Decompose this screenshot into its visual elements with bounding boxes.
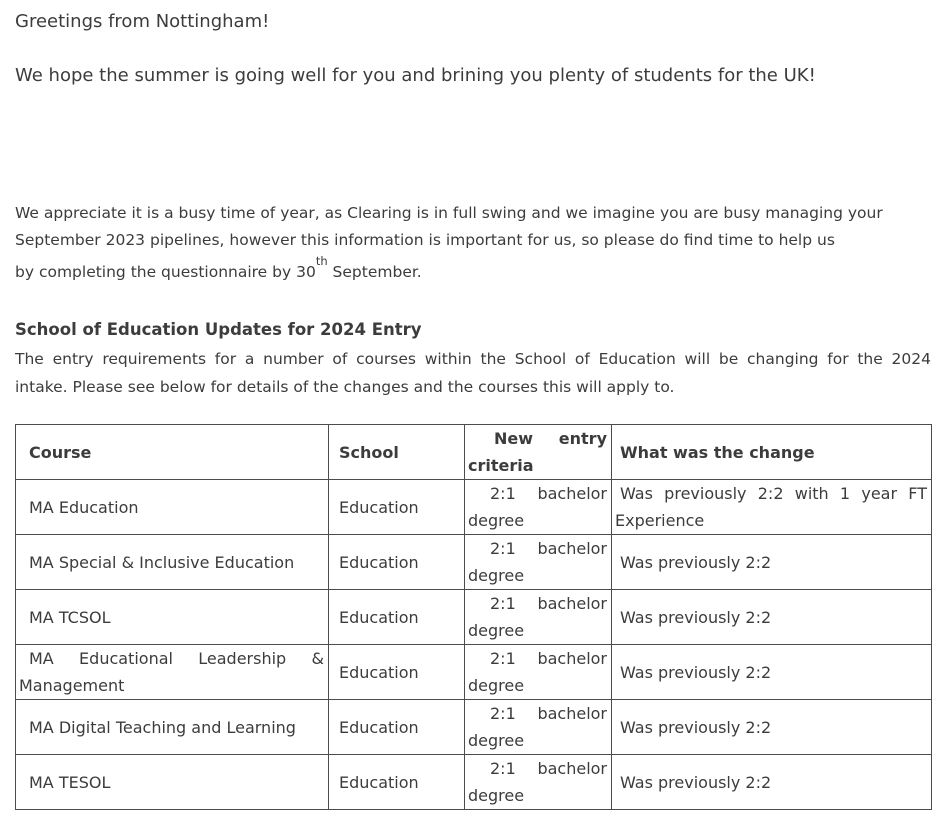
cell-school bbox=[329, 590, 465, 645]
cell-what-was-the-change bbox=[612, 755, 932, 810]
cell-line: Was previously 2:2 bbox=[620, 607, 772, 627]
cell-new-entry-criteria bbox=[465, 700, 612, 755]
cell-line: MA TCSOL bbox=[29, 607, 111, 627]
deadline-suffix: September. bbox=[327, 263, 422, 282]
cell-line: Was previously 2:2 bbox=[620, 662, 772, 682]
header-label-line: New entry bbox=[494, 429, 607, 449]
cell-course bbox=[16, 590, 329, 645]
paragraph-line: The entry requirements for a number of courses within the School of Education will be changing for the 2024 bbox=[15, 350, 931, 369]
deadline-prefix: by completing the questionnaire by 30 bbox=[15, 263, 316, 282]
cell-school bbox=[329, 535, 465, 590]
cell-line: 2:1 bachelor bbox=[490, 759, 607, 779]
cell-line: Was previously 2:2 bbox=[620, 552, 772, 572]
deadline-line bbox=[15, 254, 931, 286]
table-row bbox=[16, 700, 932, 755]
cell-school bbox=[329, 645, 465, 700]
table-row bbox=[16, 590, 932, 645]
greeting-line: Greetings from Nottingham! bbox=[15, 11, 270, 32]
cell-line: Education bbox=[339, 662, 419, 682]
cell-line: MA TESOL bbox=[29, 772, 111, 792]
cell-what-was-the-change bbox=[612, 535, 932, 590]
cell-new-entry-criteria bbox=[465, 535, 612, 590]
cell-line: 2:1 bachelor bbox=[490, 484, 607, 504]
cell-line: 2:1 bachelor bbox=[490, 594, 607, 614]
paragraph-line: September 2023 pipelines, however this information is important for us, so please do find time to help us bbox=[15, 231, 835, 249]
header-what-was-the-change bbox=[612, 425, 932, 480]
cell-new-entry-criteria bbox=[465, 755, 612, 810]
header-label: Course bbox=[29, 442, 92, 462]
cell-line: Was previously 2:2 bbox=[620, 772, 772, 792]
cell-line: MA Educational Leadership & bbox=[29, 649, 324, 669]
table-body bbox=[16, 480, 932, 810]
cell-line: 2:1 bachelor bbox=[490, 649, 607, 669]
cell-school bbox=[329, 480, 465, 535]
cell-new-entry-criteria bbox=[465, 480, 612, 535]
cell-line: Experience bbox=[615, 511, 705, 531]
cell-course bbox=[16, 755, 329, 810]
cell-what-was-the-change bbox=[612, 700, 932, 755]
cell-line: Was previously 2:2 with 1 year FT bbox=[620, 484, 927, 504]
cell-line: Education bbox=[339, 607, 419, 627]
table-header bbox=[16, 425, 932, 480]
summer-line: We hope the summer is going well for you and brining you plenty of students for the UK! bbox=[15, 65, 816, 86]
cell-course bbox=[16, 480, 329, 535]
header-label-line: criteria bbox=[468, 456, 534, 476]
cell-course bbox=[16, 700, 329, 755]
table-header-row bbox=[16, 425, 932, 480]
cell-line: MA Digital Teaching and Learning bbox=[29, 717, 296, 737]
section-heading: School of Education Updates for 2024 Entry bbox=[15, 320, 422, 340]
cell-line: Education bbox=[339, 772, 419, 792]
cell-what-was-the-change bbox=[612, 645, 932, 700]
busy-paragraph bbox=[15, 200, 931, 286]
section-description bbox=[15, 345, 931, 401]
table-row bbox=[16, 480, 932, 535]
cell-new-entry-criteria bbox=[465, 590, 612, 645]
cell-line: MA Education bbox=[29, 497, 139, 517]
cell-line: Education bbox=[339, 552, 419, 572]
cell-line: 2:1 bachelor bbox=[490, 704, 607, 724]
cell-line: 2:1 bachelor bbox=[490, 539, 607, 559]
paragraph-line: intake. Please see below for details of the changes and the courses this will apply to. bbox=[15, 378, 675, 397]
cell-what-was-the-change bbox=[612, 480, 932, 535]
table-row bbox=[16, 755, 932, 810]
cell-school bbox=[329, 700, 465, 755]
cell-line: degree bbox=[468, 621, 525, 641]
header-label: What was the change bbox=[620, 442, 815, 462]
cell-what-was-the-change bbox=[612, 590, 932, 645]
table-row bbox=[16, 645, 932, 700]
header-label: School bbox=[339, 442, 399, 462]
cell-line: degree bbox=[468, 786, 525, 806]
cell-line: Education bbox=[339, 497, 419, 517]
header-course bbox=[16, 425, 329, 480]
header-school bbox=[329, 425, 465, 480]
ordinal-superscript: th bbox=[315, 254, 328, 268]
cell-course bbox=[16, 535, 329, 590]
paragraph-line: We appreciate it is a busy time of year, as Clearing is in full swing and we imagine you are busy managing your bbox=[15, 204, 883, 222]
cell-line: Management bbox=[19, 676, 125, 696]
header-new-entry-criteria bbox=[465, 425, 612, 480]
cell-line: degree bbox=[468, 731, 525, 751]
cell-line: degree bbox=[468, 676, 525, 696]
cell-school bbox=[329, 755, 465, 810]
cell-course bbox=[16, 645, 329, 700]
table-row bbox=[16, 535, 932, 590]
cell-new-entry-criteria bbox=[465, 645, 612, 700]
cell-line: Education bbox=[339, 717, 419, 737]
cell-line: Was previously 2:2 bbox=[620, 717, 772, 737]
cell-line: degree bbox=[468, 566, 525, 586]
cell-line: degree bbox=[468, 511, 525, 531]
course-changes-table bbox=[15, 424, 932, 810]
cell-line: MA Special & Inclusive Education bbox=[29, 552, 295, 572]
